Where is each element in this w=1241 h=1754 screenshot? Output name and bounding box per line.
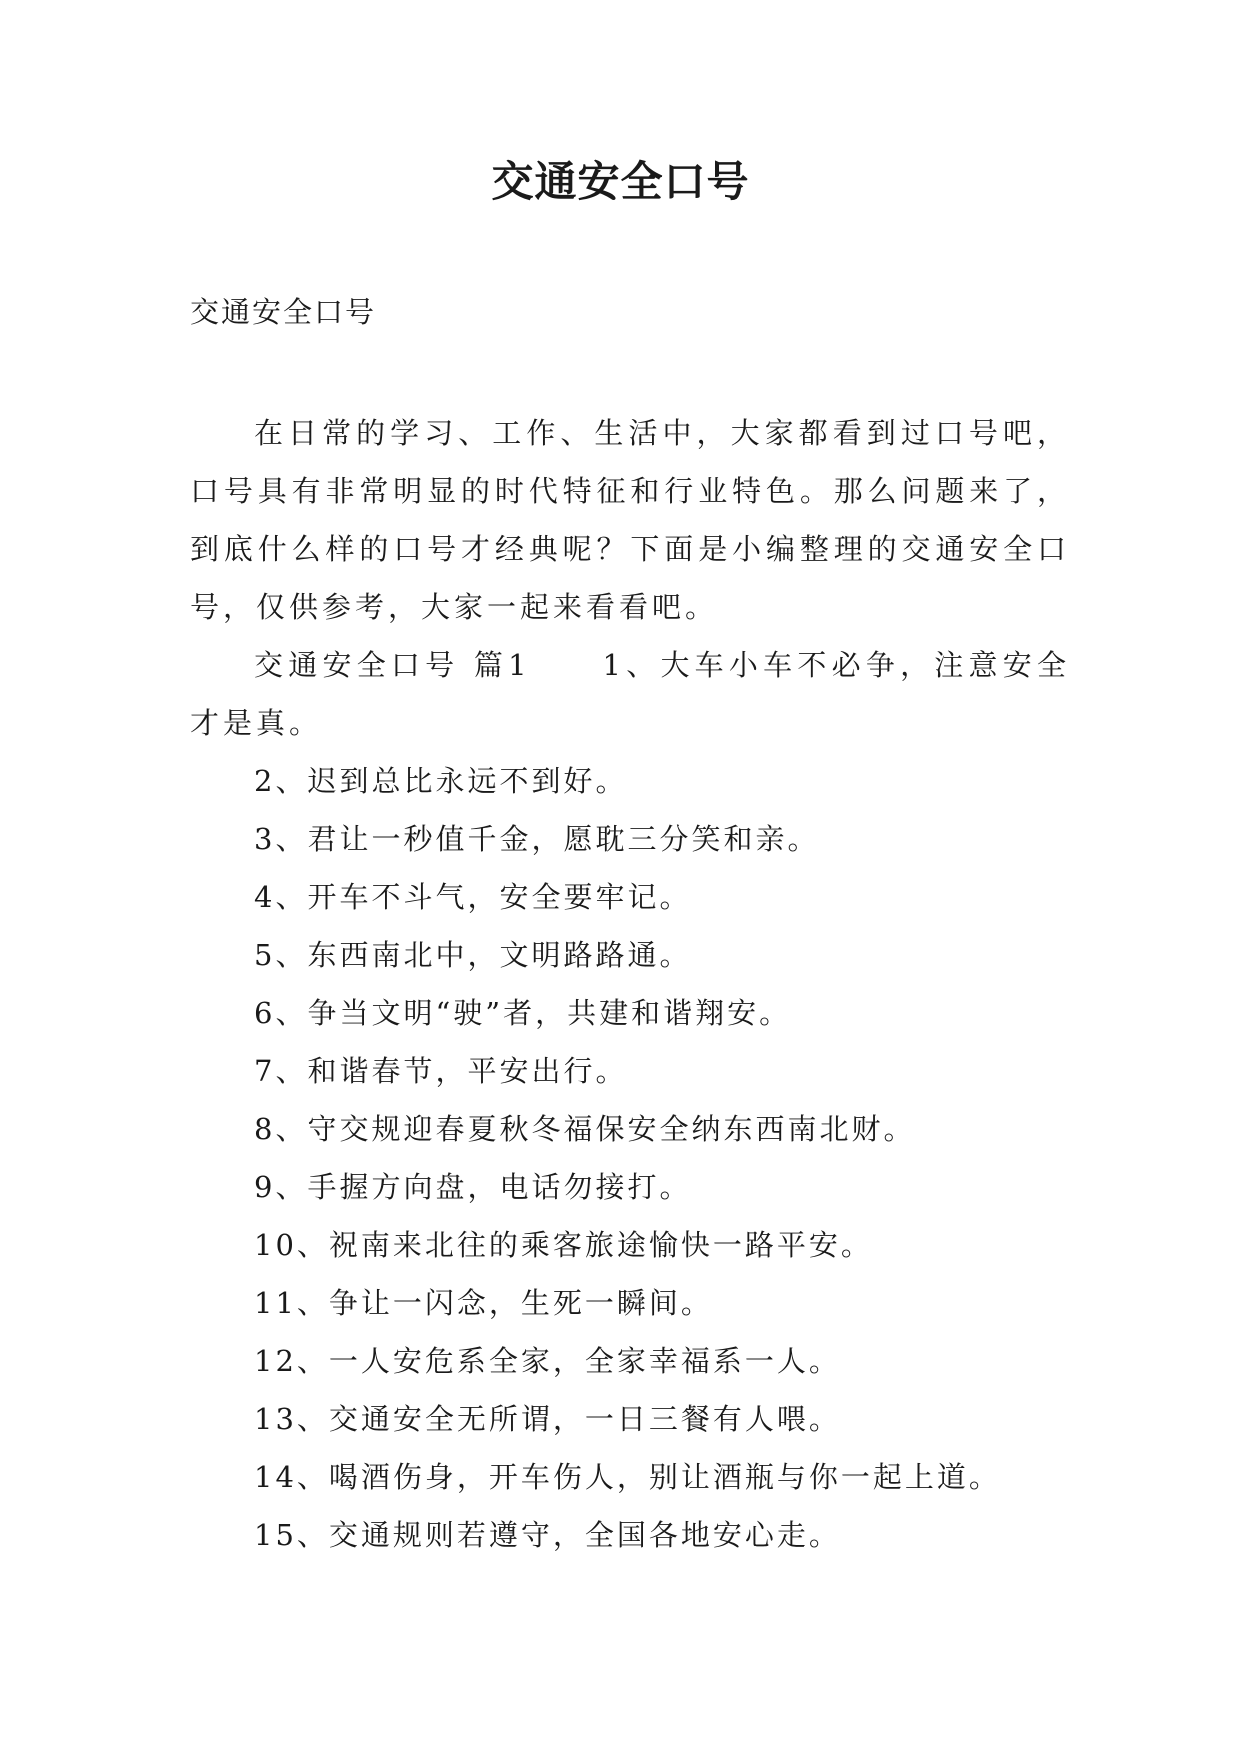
list-item: 11、争让一闪念，生死一瞬间。 xyxy=(254,1286,713,1320)
list-item: 15、交通规则若遵守，全国各地安心走。 xyxy=(254,1518,841,1552)
list-item: 8、守交规迎春夏秋冬福保安全纳东西南北财。 xyxy=(254,1112,916,1146)
document-body xyxy=(190,404,1070,752)
list-item: 7、和谐春节，平安出行。 xyxy=(254,1054,628,1088)
list-item: 10、祝南来北往的乘客旅途愉快一路平安。 xyxy=(254,1228,873,1262)
first-slogan: 1、大车小车不必争，注意安全才是真。 xyxy=(190,648,1071,740)
list-item: 2、迟到总比永远不到好。 xyxy=(254,764,628,798)
list-item: 12、一人安危系全家，全家幸福系一人。 xyxy=(254,1344,841,1378)
intro-paragraph: 在日常的学习、工作、生活中，大家都看到过口号吧，口号具有非常明显的时代特征和行业特色。那么问题来了，到底什么样的口号才经典呢？下面是小编整理的交通安全口号，仅供参考，大家一起来看看吧。 xyxy=(190,416,1070,624)
list-item: 5、东西南北中，文明路路通。 xyxy=(254,938,692,972)
document-title: 交通安全口号 xyxy=(491,157,750,206)
list-item: 6、争当文明“驶”者，共建和谐翔安。 xyxy=(254,996,792,1030)
document-subtitle: 交通安全口号 xyxy=(190,295,377,329)
section-label: 交通安全口号 篇1 xyxy=(254,648,531,682)
list-item: 4、开车不斗气，安全要牢记。 xyxy=(254,880,692,914)
slogan-list xyxy=(254,752,1094,1564)
list-item: 14、喝酒伤身，开车伤人，别让酒瓶与你一起上道。 xyxy=(254,1460,1001,1494)
list-item: 9、手握方向盘，电话勿接打。 xyxy=(254,1170,692,1204)
list-item: 13、交通安全无所谓，一日三餐有人喂。 xyxy=(254,1402,841,1436)
list-item: 3、君让一秒值千金，愿耽三分笑和亲。 xyxy=(254,822,820,856)
section-paragraph xyxy=(190,636,1070,752)
